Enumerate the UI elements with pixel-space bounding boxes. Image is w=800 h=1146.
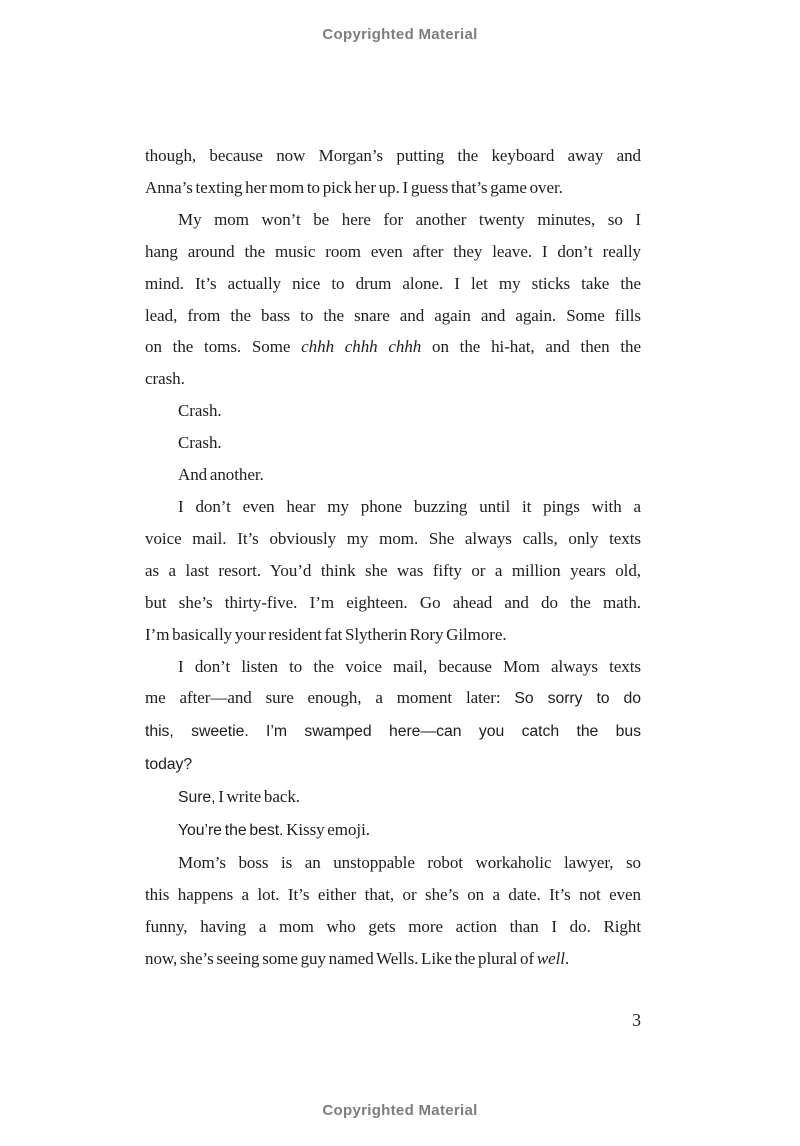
page-number: 3: [632, 1010, 641, 1030]
text-line: [145, 395, 641, 427]
text-run: funny, having a mom who gets more action than I do. Right: [145, 916, 641, 936]
text-line: [145, 140, 641, 172]
text-run: I don’t even hear my phone buzzing until it pings with a: [178, 496, 641, 516]
text-line: [145, 847, 641, 879]
text-message-run: You’re the best.: [178, 822, 284, 840]
copyright-notice-bottom: Copyrighted Material: [322, 1102, 478, 1119]
text-run: crash.: [145, 369, 185, 389]
copyright-notice-top: Copyrighted Material: [322, 26, 478, 43]
text-run: on the hi-hat, and then the: [421, 337, 642, 357]
italic-text-run: chhh chhh chhh: [301, 337, 422, 357]
text-run: Kissy emoji.: [283, 820, 370, 840]
text-line: [145, 651, 641, 683]
text-run: hang around the music room even after they leave. I don’t really: [145, 241, 641, 261]
text-message-run: Sure,: [178, 789, 216, 807]
text-run: lead, from the bass to the snare and again and again. Some fills: [145, 305, 641, 325]
text-run: I write back.: [215, 787, 300, 807]
text-run: but she’s thirty-five. I’m eighteen. Go ahead and do the math.: [145, 592, 641, 612]
text-line: [145, 427, 641, 459]
text-run: on the toms. Some: [145, 337, 302, 357]
text-line: [145, 204, 641, 236]
text-line: [145, 331, 641, 363]
text-run: mind. It’s actually nice to drum alone. I let my sticks take the: [145, 273, 641, 293]
italic-text-run: well: [536, 948, 565, 968]
text-line: [145, 748, 641, 781]
text-line: [145, 682, 641, 715]
text-line: [145, 587, 641, 619]
text-message-run: this, sweetie. I’m swamped here—can you catch the bus: [145, 723, 641, 741]
text-run: And another.: [178, 465, 264, 485]
text-line: [145, 491, 641, 523]
text-run: .: [564, 948, 570, 968]
text-line: [145, 268, 641, 300]
text-run: My mom won’t be here for another twenty minutes, so I: [178, 209, 641, 229]
text-line: [145, 814, 641, 847]
text-run: I don’t listen to the voice mail, because Mom always texts: [178, 656, 641, 676]
text-line: [145, 523, 641, 555]
page-text-block: [145, 140, 641, 975]
text-line: [145, 879, 641, 911]
text-run: Mom’s boss is an unstoppable robot workaholic lawyer, so: [178, 852, 641, 872]
text-message-run: today?: [145, 756, 193, 774]
text-line: [145, 459, 641, 491]
text-message-run: So sorry to do: [514, 690, 641, 708]
text-run: Anna’s texting her mom to pick her up. I guess that’s game over.: [145, 177, 563, 197]
text-line: [145, 172, 641, 204]
text-line: [145, 619, 641, 651]
text-line: [145, 715, 641, 748]
text-line: [145, 363, 641, 395]
text-run: me after—and sure enough, a moment later:: [145, 688, 515, 708]
text-run: though, because now Morgan’s putting the keyboard away and: [145, 146, 641, 165]
text-run: as a last resort. You’d think she was fifty or a million years old,: [145, 560, 641, 580]
text-line: [145, 555, 641, 587]
text-line: [145, 300, 641, 332]
text-line: [145, 911, 641, 943]
text-run: I’m basically your resident fat Slytherin Rory Gilmore.: [145, 624, 507, 644]
text-run: voice mail. It’s obviously my mom. She always calls, only texts: [145, 528, 641, 548]
text-run: Crash.: [178, 433, 222, 453]
text-run: this happens a lot. It’s either that, or she’s on a date. It’s not even: [145, 884, 641, 904]
text-line: [145, 236, 641, 268]
text-run: now, she’s seeing some guy named Wells. Like the plural of: [145, 948, 537, 968]
text-line: [145, 781, 641, 814]
text-line: [145, 943, 641, 975]
text-run: Crash.: [178, 401, 222, 421]
